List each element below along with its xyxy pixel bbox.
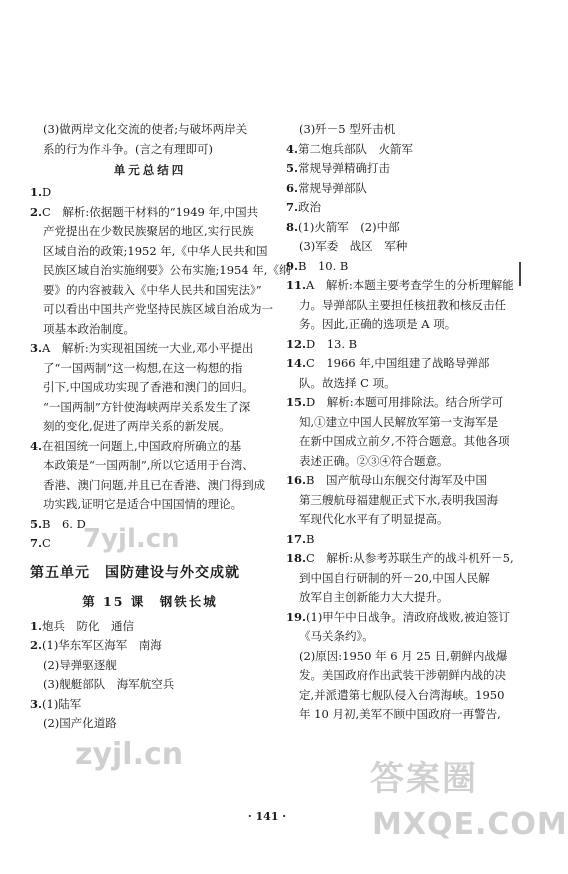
answer-continuation: 引下,中国成功实现了香港和澳门的回归。 bbox=[43, 380, 254, 394]
answer-continuation: 功实践,证明它是适合中国国情的理论。 bbox=[43, 497, 243, 511]
watermark: 答案圈 bbox=[370, 759, 478, 799]
answer-number: 7. bbox=[30, 536, 43, 550]
answer-continuation: 年 10 月初,美军不顾中国政府一再警告, bbox=[299, 707, 501, 721]
answer-number: 7. bbox=[286, 200, 299, 214]
answer-text: (1)甲午中日战争。清政府战败,被迫签订 bbox=[306, 609, 510, 624]
answer-item bbox=[286, 257, 514, 277]
answer-item bbox=[286, 608, 514, 628]
answer-continuation: 力。导弹部队主要担任核扭教和核反击任 bbox=[299, 297, 506, 312]
left-column bbox=[30, 120, 291, 734]
lesson-answer-list bbox=[30, 617, 270, 734]
watermark: 7yjl.cn bbox=[83, 524, 180, 554]
page-number: · 141 · bbox=[247, 810, 287, 823]
answer-number: 3. bbox=[30, 341, 43, 355]
answer-continuation: 刻的变化,促进了两岸关系的新发展。 bbox=[43, 419, 231, 433]
answer-item bbox=[30, 437, 270, 457]
answer-continuation: 项基本政治制度。 bbox=[43, 321, 135, 336]
right-column bbox=[286, 120, 514, 725]
answer-text: D bbox=[42, 185, 52, 199]
answer-text: D 13. B bbox=[306, 336, 358, 351]
margin-mark bbox=[519, 262, 526, 286]
answer-continuation: 第三艘航母福建舰正式下水,表明我国海 bbox=[299, 492, 499, 507]
intro-line: 系的行为作斗争。(言之有理即可) bbox=[43, 141, 213, 156]
answer-text: B 国产航母山东舰交付海军及中国 bbox=[306, 473, 487, 487]
answer-continuation: 香港、澳门问题,并且已在香港、澳门得到成 bbox=[43, 477, 266, 492]
answer-continuation: 务。因此,正确的选项是 A 项。 bbox=[299, 317, 457, 331]
answer-item bbox=[286, 335, 514, 355]
answer-text: 在祖国统一问题上,中国政府所确立的基 bbox=[42, 438, 242, 453]
answer-text: 常规导弹精确打击 bbox=[298, 161, 391, 175]
answer-number: 19. bbox=[286, 609, 307, 624]
answer-text: A 解析:本题主要考查学生的分析理解能 bbox=[306, 278, 514, 292]
answer-continuation: 民族区域自治实施纲要》公布实施;1954 年,《纲 bbox=[43, 263, 291, 277]
answer-continuation: 可以看出中国共产党坚持民族区域自治成为一 bbox=[43, 302, 273, 316]
answer-text: C 1966 年,中国组建了战略导弹部 bbox=[306, 356, 490, 370]
answer-text: (1)陆军 bbox=[42, 696, 82, 711]
answer-number: 2. bbox=[30, 638, 43, 652]
answer-continuation: “一国两制”方针使海峡两岸关系发生了深 bbox=[43, 399, 251, 414]
answer-text: B bbox=[306, 531, 315, 546]
answer-continuation: 发。美国政府作出武装干涉朝鲜内战的决 bbox=[299, 668, 506, 682]
answer-text: D 解析:本题可用排除法。结合所学可 bbox=[306, 395, 504, 409]
answer-continuation: (3)舰艇部队 海军航空兵 bbox=[43, 677, 175, 691]
answer-number: 12. bbox=[286, 336, 307, 351]
answer-number: 17. bbox=[286, 531, 307, 546]
answer-continuation: 表述正确。②③④符合题意。 bbox=[299, 453, 449, 468]
answer-number: 11. bbox=[286, 278, 307, 292]
answer-item bbox=[286, 140, 514, 160]
answer-continuation: 知,①建立中国人民解放军第一支海军是 bbox=[299, 414, 499, 429]
continued-line: (3)歼－5 型歼击机 bbox=[299, 122, 396, 136]
answer-number: 4. bbox=[30, 438, 43, 453]
answer-continuation: (2)导弹驱逐舰 bbox=[43, 657, 117, 672]
answer-number: 2. bbox=[30, 204, 43, 219]
answer-text: 第二炮兵部队 火箭军 bbox=[298, 141, 414, 156]
answer-continuation: 产党提出在少数民族聚居的地区,实行民族 bbox=[43, 224, 254, 238]
answer-continuation: 定,并派遣第七舰队侵入台湾海峡。1950 bbox=[299, 687, 505, 702]
answer-continuation: 了“一国两制”这一构想,在这一构想的指 bbox=[43, 360, 243, 375]
answer-text: 炮兵 防化 通信 bbox=[42, 618, 135, 633]
answer-item bbox=[286, 530, 514, 550]
answer-text: B 6. D bbox=[42, 516, 86, 531]
answer-number: 6. bbox=[286, 180, 299, 195]
answer-list bbox=[30, 183, 291, 554]
lesson-title: 第 15 课 钢铁长城 bbox=[82, 593, 218, 609]
answer-item bbox=[30, 617, 270, 637]
answer-text: 常规导弹部队 bbox=[298, 180, 368, 195]
answer-text: C 解析:依据题干材料的“1949 年,中国共 bbox=[42, 204, 259, 219]
answer-continuation: 放军自主创新能力大大提升。 bbox=[299, 590, 449, 604]
answer-item bbox=[286, 393, 514, 413]
answer-number: 5. bbox=[30, 516, 43, 531]
answer-number: 9. bbox=[286, 258, 299, 273]
answer-item bbox=[286, 198, 514, 218]
answer-text: A 解析:为实现祖国统一大业,邓小平提出 bbox=[42, 341, 254, 355]
answer-item bbox=[30, 183, 270, 203]
answer-text: C 解析:从参考苏联生产的战斗机歼－5, bbox=[306, 551, 514, 565]
answer-item bbox=[286, 179, 514, 199]
answer-continuation: 本政策是“一国两制”,所以它适用于台湾、 bbox=[43, 458, 254, 472]
answer-text: C bbox=[42, 536, 51, 550]
answer-text: B 10. B bbox=[298, 258, 349, 273]
answer-continuation: 《马关条约》。 bbox=[299, 629, 374, 643]
answer-number: 5. bbox=[286, 161, 299, 175]
answer-item bbox=[286, 276, 514, 296]
answer-number: 18. bbox=[286, 551, 307, 565]
answer-number: 14. bbox=[286, 356, 307, 370]
answer-item bbox=[30, 339, 270, 359]
answer-item bbox=[286, 354, 514, 374]
answer-continuation: (2)原因:1950 年 6 月 25 日,朝鲜内战爆 bbox=[299, 648, 508, 663]
answer-item bbox=[30, 636, 270, 656]
answer-continuation: 到中国自行研制的歼－20,中国人民解 bbox=[299, 570, 490, 585]
section-header: 单元总结四 bbox=[113, 163, 187, 177]
answer-item bbox=[30, 695, 270, 715]
intro-line: (3)做两岸文化交流的使者;与破坏两岸关 bbox=[43, 122, 248, 136]
answer-continuation: 在新中国成立前夕,不符合题意。其他各项 bbox=[299, 434, 510, 448]
answer-continuation: 军现代化水平有了明显提高。 bbox=[299, 512, 449, 526]
answer-continuation: (2)国产化道路 bbox=[43, 716, 117, 730]
answer-number: 3. bbox=[30, 696, 43, 711]
answer-list bbox=[286, 140, 514, 725]
answer-text: (1)华东军区海军 南海 bbox=[42, 638, 162, 652]
answer-number: 16. bbox=[286, 473, 307, 487]
answer-item bbox=[286, 471, 514, 491]
answer-number: 1. bbox=[30, 185, 43, 199]
unit-title: 第五单元 国防建设与外交成就 bbox=[30, 564, 240, 581]
answer-number: 1. bbox=[30, 618, 43, 633]
answer-item bbox=[286, 218, 514, 238]
answer-item bbox=[286, 549, 514, 569]
answer-continuation: 区域自治的政策;1952 年,《中华人民共和国 bbox=[43, 243, 268, 258]
answer-continuation: 队。故选择 C 项。 bbox=[299, 375, 396, 390]
answer-number: 8. bbox=[286, 219, 299, 234]
answer-item bbox=[30, 203, 270, 223]
answer-text: 政治 bbox=[298, 200, 322, 214]
answer-continuation: (3)军委 战区 军种 bbox=[299, 239, 408, 253]
answer-number: 4. bbox=[286, 141, 299, 156]
answer-text: (1)火箭军 (2)中部 bbox=[298, 219, 400, 234]
answer-item bbox=[286, 159, 514, 179]
answer-continuation: 要》的内容被载入《中华人民共和国宪法》” bbox=[43, 282, 262, 297]
answer-number: 15. bbox=[286, 395, 307, 409]
watermark: MXQE.COM bbox=[372, 807, 568, 842]
watermark: zyjl.cn bbox=[75, 737, 184, 772]
